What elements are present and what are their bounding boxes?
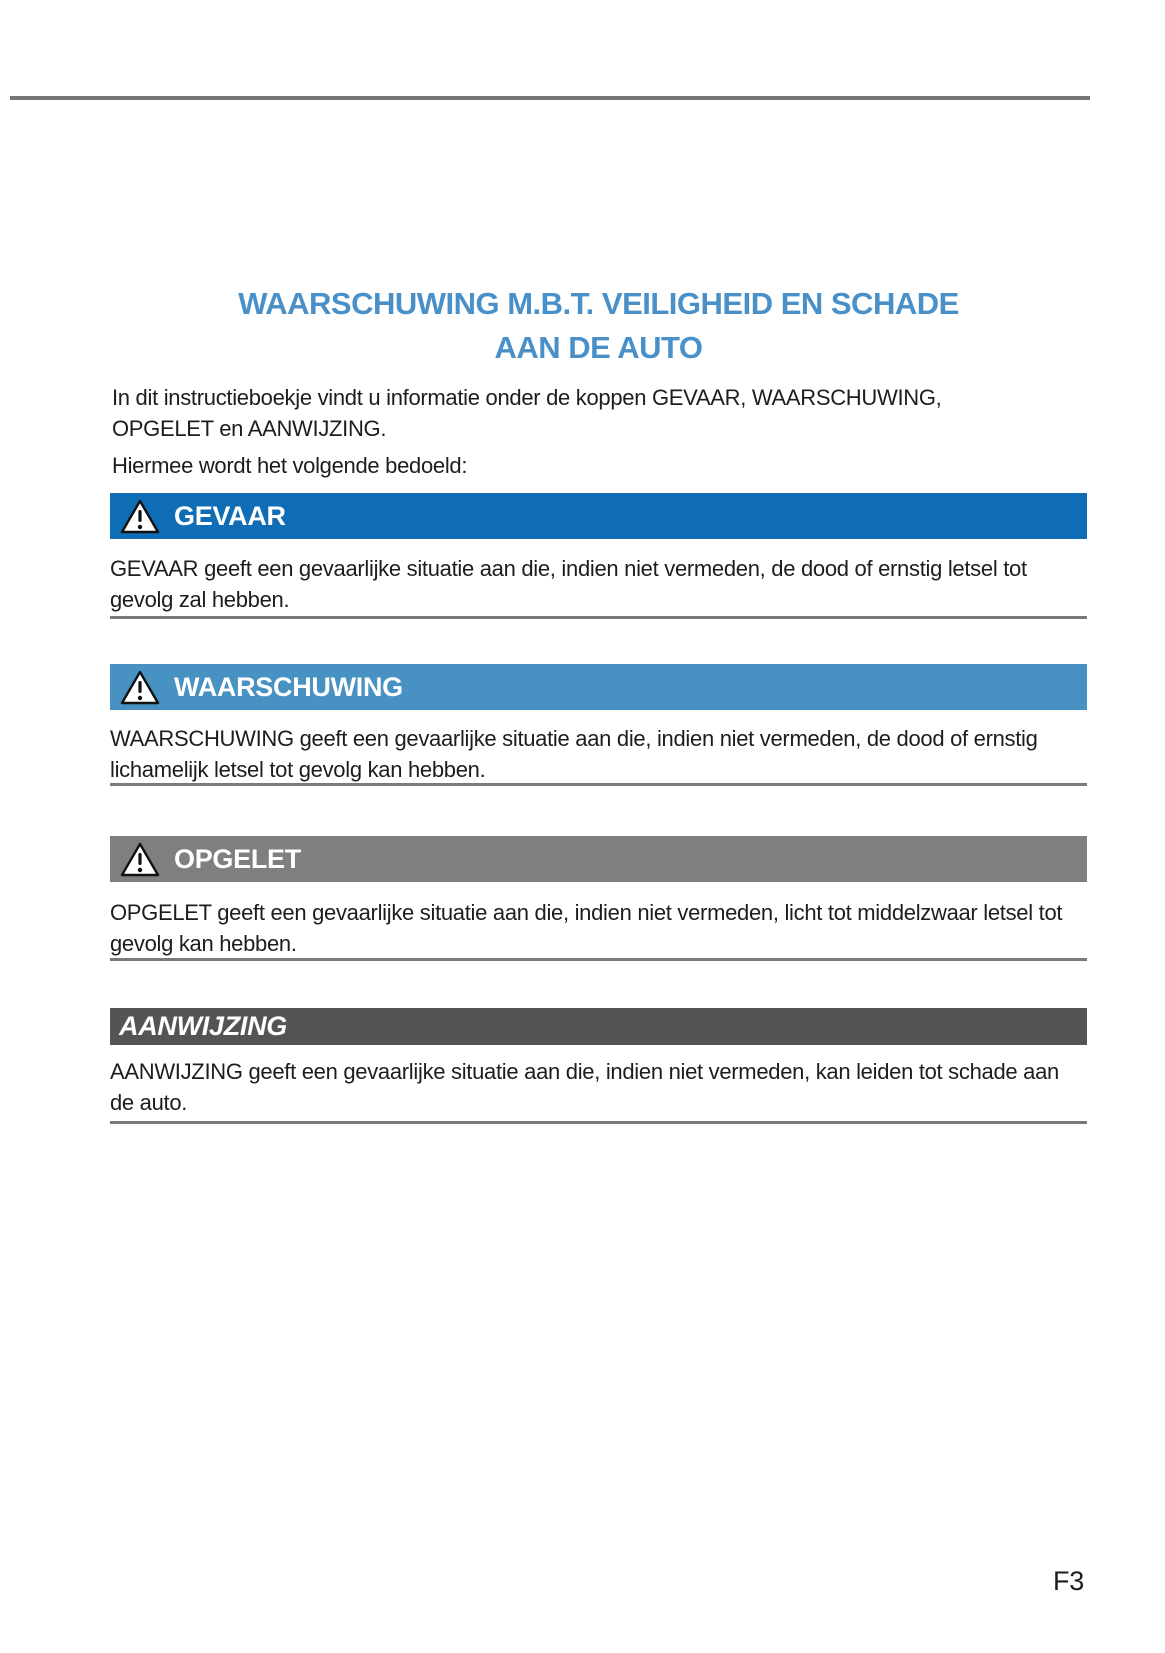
gevaar-header-bar — [110, 493, 1087, 539]
warning-triangle-icon — [120, 499, 160, 534]
content-area — [110, 0, 1087, 1653]
section-divider — [110, 783, 1087, 786]
notice-gevaar — [110, 493, 1087, 619]
opgelet-label: OPGELET — [174, 843, 301, 874]
waarschuwing-description: WAARSCHUWING geeft een gevaarlijke situatie aan die, indien niet vermeden, de dood of ernstig lichamelijk letsel tot gevolg kan hebben. — [110, 726, 1038, 782]
page-number: F3 — [1053, 1566, 1084, 1596]
notice-opgelet — [110, 836, 1087, 961]
aanwijzing-label: AANWIJZING — [119, 1011, 287, 1041]
page-title-line2: AAN DE AUTO — [494, 330, 703, 365]
intro-lead-in: Hiermee wordt het volgende bedoeld: — [112, 453, 468, 478]
notice-waarschuwing — [110, 664, 1087, 786]
notice-aanwijzing — [110, 1008, 1087, 1124]
aanwijzing-description: AANWIJZING geeft een gevaarlijke situatie aan die, indien niet vermeden, kan leiden tot schade aan de auto. — [110, 1059, 1059, 1115]
section-divider — [110, 616, 1087, 619]
warning-triangle-icon — [120, 670, 160, 705]
page-title — [110, 282, 1087, 370]
intro-paragraph: In dit instructieboekje vindt u informatie onder de koppen GEVAAR, WAARSCHUWING, OPGELET en AANWIJZING. — [112, 385, 942, 441]
aanwijzing-header-bar — [110, 1008, 1087, 1045]
warning-triangle-icon — [120, 842, 160, 877]
section-divider — [110, 958, 1087, 961]
gevaar-label: GEVAAR — [174, 500, 286, 531]
section-divider — [110, 1121, 1087, 1124]
opgelet-header-bar — [110, 836, 1087, 882]
waarschuwing-label: WAARSCHUWING — [174, 671, 403, 702]
gevaar-description: GEVAAR geeft een gevaarlijke situatie aan die, indien niet vermeden, de dood of ernstig letsel tot gevolg zal hebben. — [110, 556, 1027, 612]
page-title-line1: WAARSCHUWING M.B.T. VEILIGHEID EN SCHADE — [238, 286, 959, 321]
waarschuwing-header-bar — [110, 664, 1087, 710]
opgelet-description: OPGELET geeft een gevaarlijke situatie aan die, indien niet vermeden, licht tot middelzwaar letsel tot gevolg kan hebben. — [110, 900, 1063, 956]
